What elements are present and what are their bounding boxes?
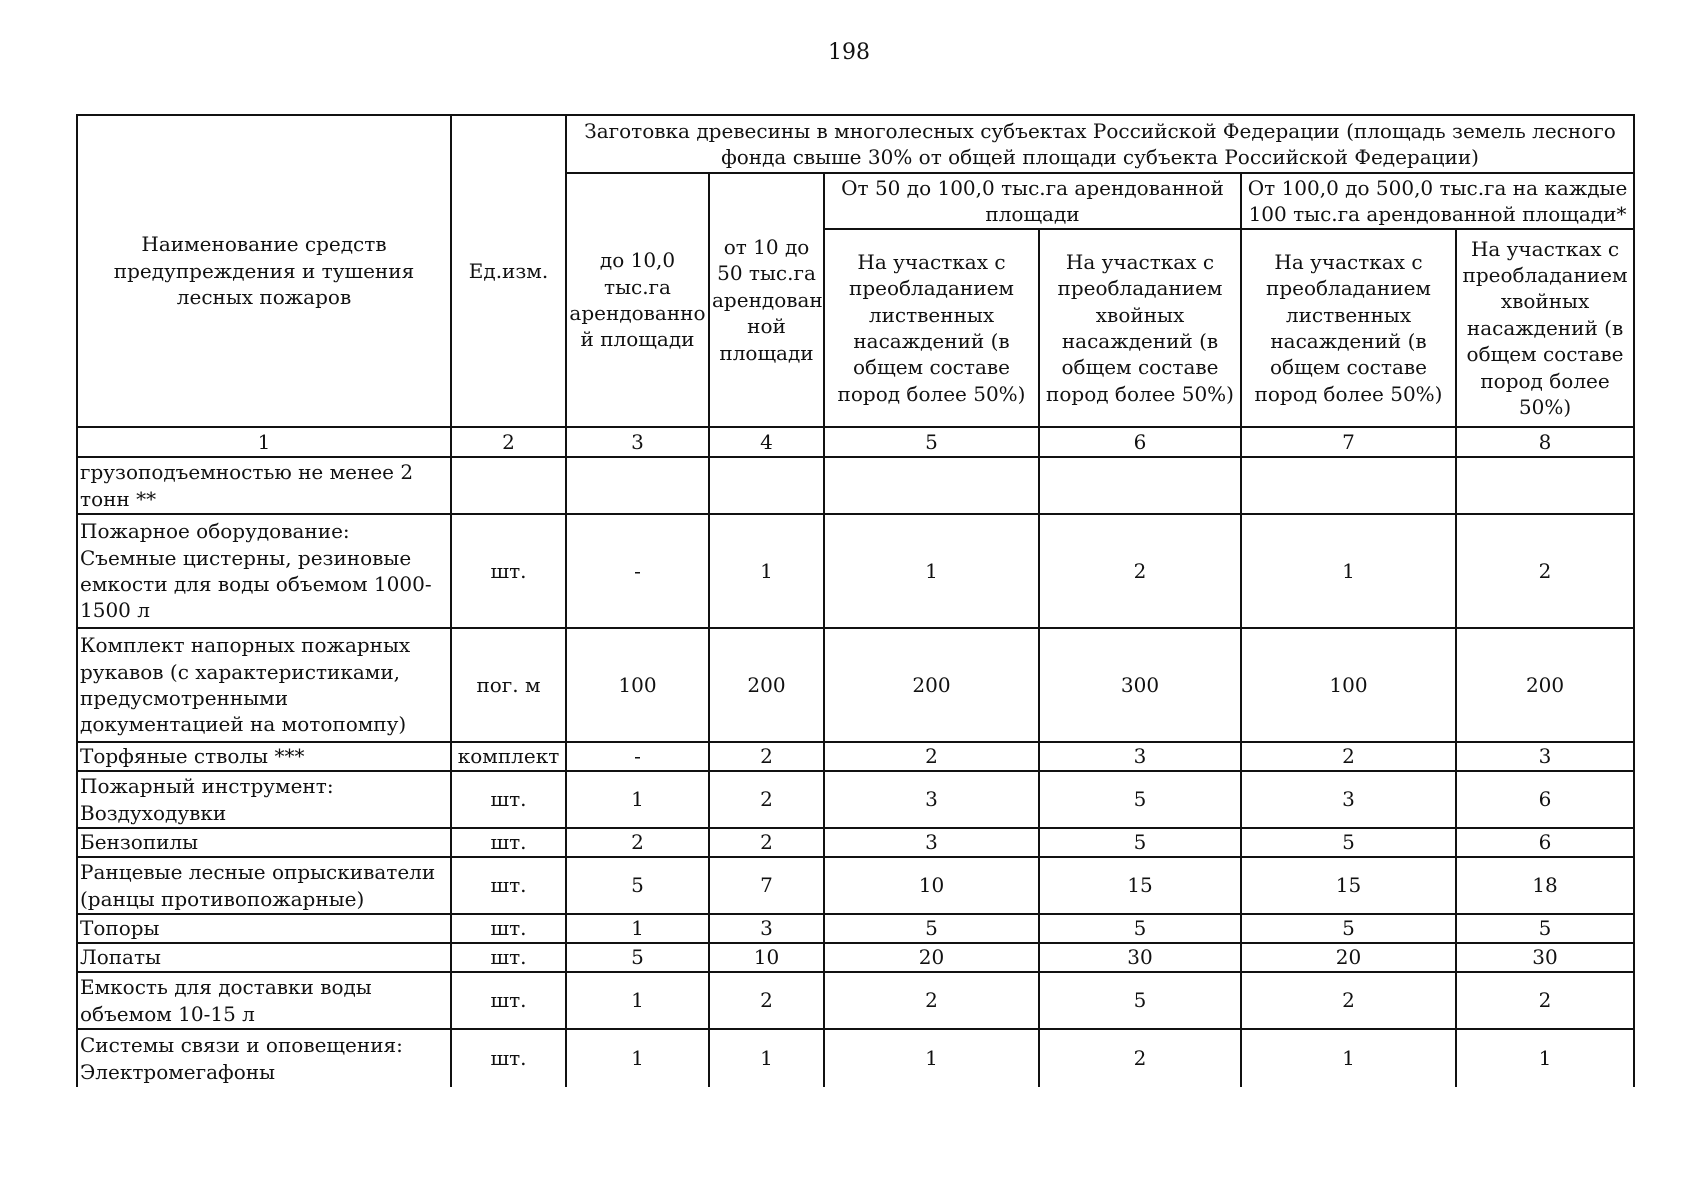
- row-value-col-7: 5: [1241, 828, 1456, 857]
- row-value-col-8: 3: [1456, 742, 1634, 771]
- row-value-col-5: 3: [824, 828, 1039, 857]
- row-value-col-5: 200: [824, 628, 1039, 742]
- row-value-col-7: 5: [1241, 914, 1456, 943]
- table-row: [77, 914, 1634, 943]
- row-unit: шт.: [451, 828, 566, 857]
- row-value-col-3: 100: [566, 628, 709, 742]
- row-value-col-8: 18: [1456, 857, 1634, 914]
- row-value-col-5: [824, 457, 1039, 514]
- row-unit: пог. м: [451, 628, 566, 742]
- table-row: [77, 628, 1634, 742]
- row-value-col-4: 3: [709, 914, 824, 943]
- column-number: 2: [451, 427, 566, 457]
- row-value-col-6: [1039, 457, 1241, 514]
- row-value-col-6: 30: [1039, 943, 1241, 972]
- column-number-row: [77, 427, 1634, 457]
- row-name: Комплект напорных пожарных рукавов (с характеристиками, предусмотренными документацией на мотопомпу): [77, 628, 451, 742]
- row-name: Системы связи и оповещения: Электромегафоны: [77, 1029, 451, 1087]
- row-value-col-5: 5: [824, 914, 1039, 943]
- table-row: [77, 972, 1634, 1029]
- row-unit: шт.: [451, 514, 566, 628]
- row-value-col-7: 100: [1241, 628, 1456, 742]
- row-name: Лопаты: [77, 943, 451, 972]
- row-name: Бензопилы: [77, 828, 451, 857]
- row-name: Торфяные стволы ***: [77, 742, 451, 771]
- row-value-col-7: 3: [1241, 771, 1456, 828]
- header-col-7: На участках с преобладанием лиственных насаждений (в общем составе пород более 50%): [1241, 229, 1456, 427]
- table-row: [77, 514, 1634, 628]
- row-value-col-6: 5: [1039, 771, 1241, 828]
- header-unit: Ед.изм.: [451, 115, 566, 427]
- row-value-col-6: 3: [1039, 742, 1241, 771]
- column-number: 7: [1241, 427, 1456, 457]
- row-value-col-4: 7: [709, 857, 824, 914]
- row-value-col-6: 5: [1039, 972, 1241, 1029]
- row-value-col-3: 1: [566, 771, 709, 828]
- table-row: [77, 828, 1634, 857]
- row-name: Пожарное оборудование: Съемные цистерны, резиновые емкости для воды объемом 1000-1500 л: [77, 514, 451, 628]
- row-value-col-8: 30: [1456, 943, 1634, 972]
- row-value-col-5: 10: [824, 857, 1039, 914]
- row-value-col-7: [1241, 457, 1456, 514]
- row-value-col-5: 20: [824, 943, 1039, 972]
- table-row: [77, 457, 1634, 514]
- row-value-col-3: 1: [566, 972, 709, 1029]
- row-name: Топоры: [77, 914, 451, 943]
- row-value-col-7: 1: [1241, 1029, 1456, 1087]
- row-value-col-6: 2: [1039, 1029, 1241, 1087]
- column-number: 3: [566, 427, 709, 457]
- header-col-3: до 10,0 тыс.га арендованно й площади: [566, 173, 709, 427]
- row-name: Пожарный инструмент: Воздуходувки: [77, 771, 451, 828]
- row-value-col-8: 5: [1456, 914, 1634, 943]
- row-value-col-8: 1: [1456, 1029, 1634, 1087]
- page-number: 198: [828, 40, 870, 65]
- row-value-col-5: 3: [824, 771, 1039, 828]
- table-row: [77, 771, 1634, 828]
- row-unit: комплект: [451, 742, 566, 771]
- row-unit: шт.: [451, 972, 566, 1029]
- row-value-col-4: 200: [709, 628, 824, 742]
- row-value-col-7: 2: [1241, 742, 1456, 771]
- header-col-6: На участках с преобладанием хвойных насаждений (в общем составе пород более 50%): [1039, 229, 1241, 427]
- row-value-col-5: 2: [824, 742, 1039, 771]
- row-value-col-6: 5: [1039, 914, 1241, 943]
- row-value-col-4: 2: [709, 771, 824, 828]
- row-value-col-8: 6: [1456, 771, 1634, 828]
- table-row: [77, 742, 1634, 771]
- header-col-8: На участках с преобладанием хвойных насаждений (в общем составе пород более 50%): [1456, 229, 1634, 427]
- row-name: грузоподъемностью не менее 2 тонн **: [77, 457, 451, 514]
- row-value-col-3: 1: [566, 1029, 709, 1087]
- row-value-col-6: 300: [1039, 628, 1241, 742]
- header-col-4: от 10 до 50 тыс.га арендован ной площади: [709, 173, 824, 427]
- row-value-col-3: 5: [566, 943, 709, 972]
- row-unit: шт.: [451, 771, 566, 828]
- row-unit: шт.: [451, 914, 566, 943]
- row-value-col-4: 2: [709, 972, 824, 1029]
- column-number: 6: [1039, 427, 1241, 457]
- row-unit: [451, 457, 566, 514]
- header-col-5: На участках с преобладанием лиственных насаждений (в общем составе пород более 50%): [824, 229, 1039, 427]
- column-number: 1: [77, 427, 451, 457]
- header-group: Заготовка древесины в многолесных субъектах Российской Федерации (площадь земель лесного фонда свыше 30% от общей площади субъекта Российской Федерации): [566, 115, 1634, 173]
- row-value-col-8: 2: [1456, 972, 1634, 1029]
- row-value-col-3: 1: [566, 914, 709, 943]
- table-row: [77, 943, 1634, 972]
- row-value-col-4: 2: [709, 742, 824, 771]
- row-value-col-3: 2: [566, 828, 709, 857]
- equipment-table: [76, 114, 1635, 1087]
- row-unit: шт.: [451, 943, 566, 972]
- row-value-col-3: [566, 457, 709, 514]
- row-value-col-4: 10: [709, 943, 824, 972]
- row-name: Ранцевые лесные опрыскиватели (ранцы противопожарные): [77, 857, 451, 914]
- row-value-col-8: 6: [1456, 828, 1634, 857]
- row-value-col-4: [709, 457, 824, 514]
- row-value-col-7: 1: [1241, 514, 1456, 628]
- row-value-col-6: 5: [1039, 828, 1241, 857]
- row-value-col-4: 2: [709, 828, 824, 857]
- column-number: 4: [709, 427, 824, 457]
- row-value-col-3: 5: [566, 857, 709, 914]
- column-number: 5: [824, 427, 1039, 457]
- row-unit: шт.: [451, 1029, 566, 1087]
- column-number: 8: [1456, 427, 1634, 457]
- row-value-col-8: [1456, 457, 1634, 514]
- row-value-col-7: 15: [1241, 857, 1456, 914]
- row-value-col-7: 20: [1241, 943, 1456, 972]
- header-name: Наименование средств предупреждения и тушения лесных пожаров: [77, 115, 451, 427]
- header-group-100-500: От 100,0 до 500,0 тыс.га на каждые 100 тыс.га арендованной площади*: [1241, 173, 1634, 229]
- row-value-col-7: 2: [1241, 972, 1456, 1029]
- row-value-col-4: 1: [709, 1029, 824, 1087]
- row-value-col-8: 2: [1456, 514, 1634, 628]
- table-row: [77, 1029, 1634, 1087]
- row-value-col-8: 200: [1456, 628, 1634, 742]
- row-value-col-3: -: [566, 742, 709, 771]
- header-group-50-100: От 50 до 100,0 тыс.га арендованной площади: [824, 173, 1241, 229]
- row-name: Емкость для доставки воды объемом 10-15 л: [77, 972, 451, 1029]
- row-value-col-5: 1: [824, 514, 1039, 628]
- row-unit: шт.: [451, 857, 566, 914]
- row-value-col-6: 2: [1039, 514, 1241, 628]
- row-value-col-5: 2: [824, 972, 1039, 1029]
- row-value-col-4: 1: [709, 514, 824, 628]
- row-value-col-6: 15: [1039, 857, 1241, 914]
- row-value-col-3: -: [566, 514, 709, 628]
- row-value-col-5: 1: [824, 1029, 1039, 1087]
- table-row: [77, 857, 1634, 914]
